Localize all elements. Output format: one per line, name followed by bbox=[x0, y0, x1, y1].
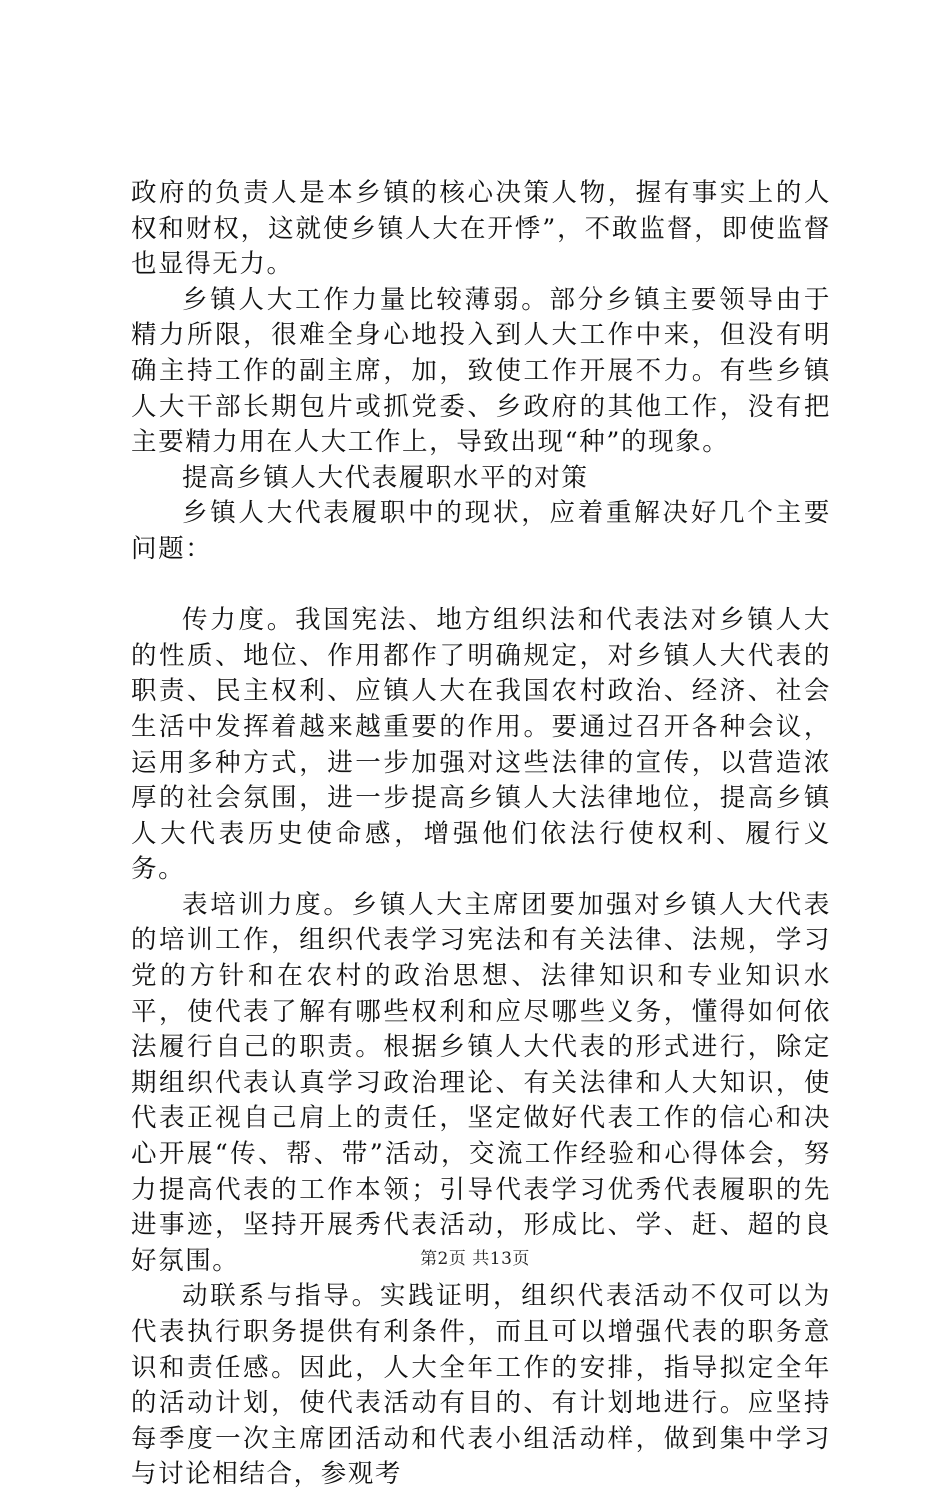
page-number: 第2页 共13页 bbox=[420, 1249, 530, 1269]
paragraph-activities: 动联系与指导。实践证明，组织代表活动不仅可以为代表执行职务提供有利条件，而且可以增强代表的职务意识和责任感。因此，人大全年工作的安排，指导拟定全年的活动计划，使代表活动有目的、有计划地进行。应坚持每季度一次主席团活动和代表小组活动样，做到集中学习与讨论相结合，参观考 bbox=[131, 1281, 831, 1490]
blank-line bbox=[131, 568, 831, 604]
document-body bbox=[131, 176, 831, 1493]
paragraph-staffing: 乡镇人大工作力量比较薄弱。部分乡镇主要领导由于精力所限，很难全身心地投入到人大工作中来，但没有明确主持工作的副主席，加，致使工作开展不力。有些乡镇人大干部长期包片或抓党委、乡政府的其他工作，没有把主要精力用在人大工作上，导致出现“种”的现象。 bbox=[131, 284, 831, 458]
paragraph-publicity: 传力度。我国宪法、地方组织法和代表法对乡镇人大的性质、地位、作用都作了明确规定，对乡镇人大代表的职责、民主权利、应镇人大在我国农村政治、经济、社会生活中发挥着越来越重要的作用。要通过召开各种会议，运用多种方式，进一步加强对这些法律的宣传，以营造浓厚的社会氛围，进一步提高乡镇人大法律地位，提高乡镇人大代表历史使命感，增强他们依法行使权利、履行义务。 bbox=[131, 605, 831, 885]
paragraph-continued: 政府的负责人是本乡镇的核心决策人物，握有事实上的人权和财权，这就使乡镇人大在开悸”，不敢监督，即使监督也显得无力。 bbox=[131, 178, 831, 280]
paragraph-training: 表培训力度。乡镇人大主席团要加强对乡镇人大代表的培训工作，组织代表学习宪法和有关法律、法规，学习党的方针和在农村的政治思想、法律知识和专业知识水平，使代表了解有哪些权利和应尽哪些义务，懂得如何依法履行自己的职责。根据乡镇人大代表的形式进行，除定期组织代表认真学习政治理论、有关法律和人大知识，使代表正视自己肩上的责任，坚定做好代表工作的信心和决心开展“传、帮、带”活动，交流工作经验和心得体会，努力提高代表的工作本领；引导代表学习优秀代表履职的先进事迹，坚持开展秀代表活动，形成比、学、赶、超的良好氛围。 bbox=[131, 889, 831, 1276]
section-heading: 提高乡镇人大代表履职水平的对策 bbox=[182, 462, 589, 493]
paragraph-intro: 乡镇人大代表履职中的现状，应着重解决好几个主要问题： bbox=[131, 498, 831, 564]
